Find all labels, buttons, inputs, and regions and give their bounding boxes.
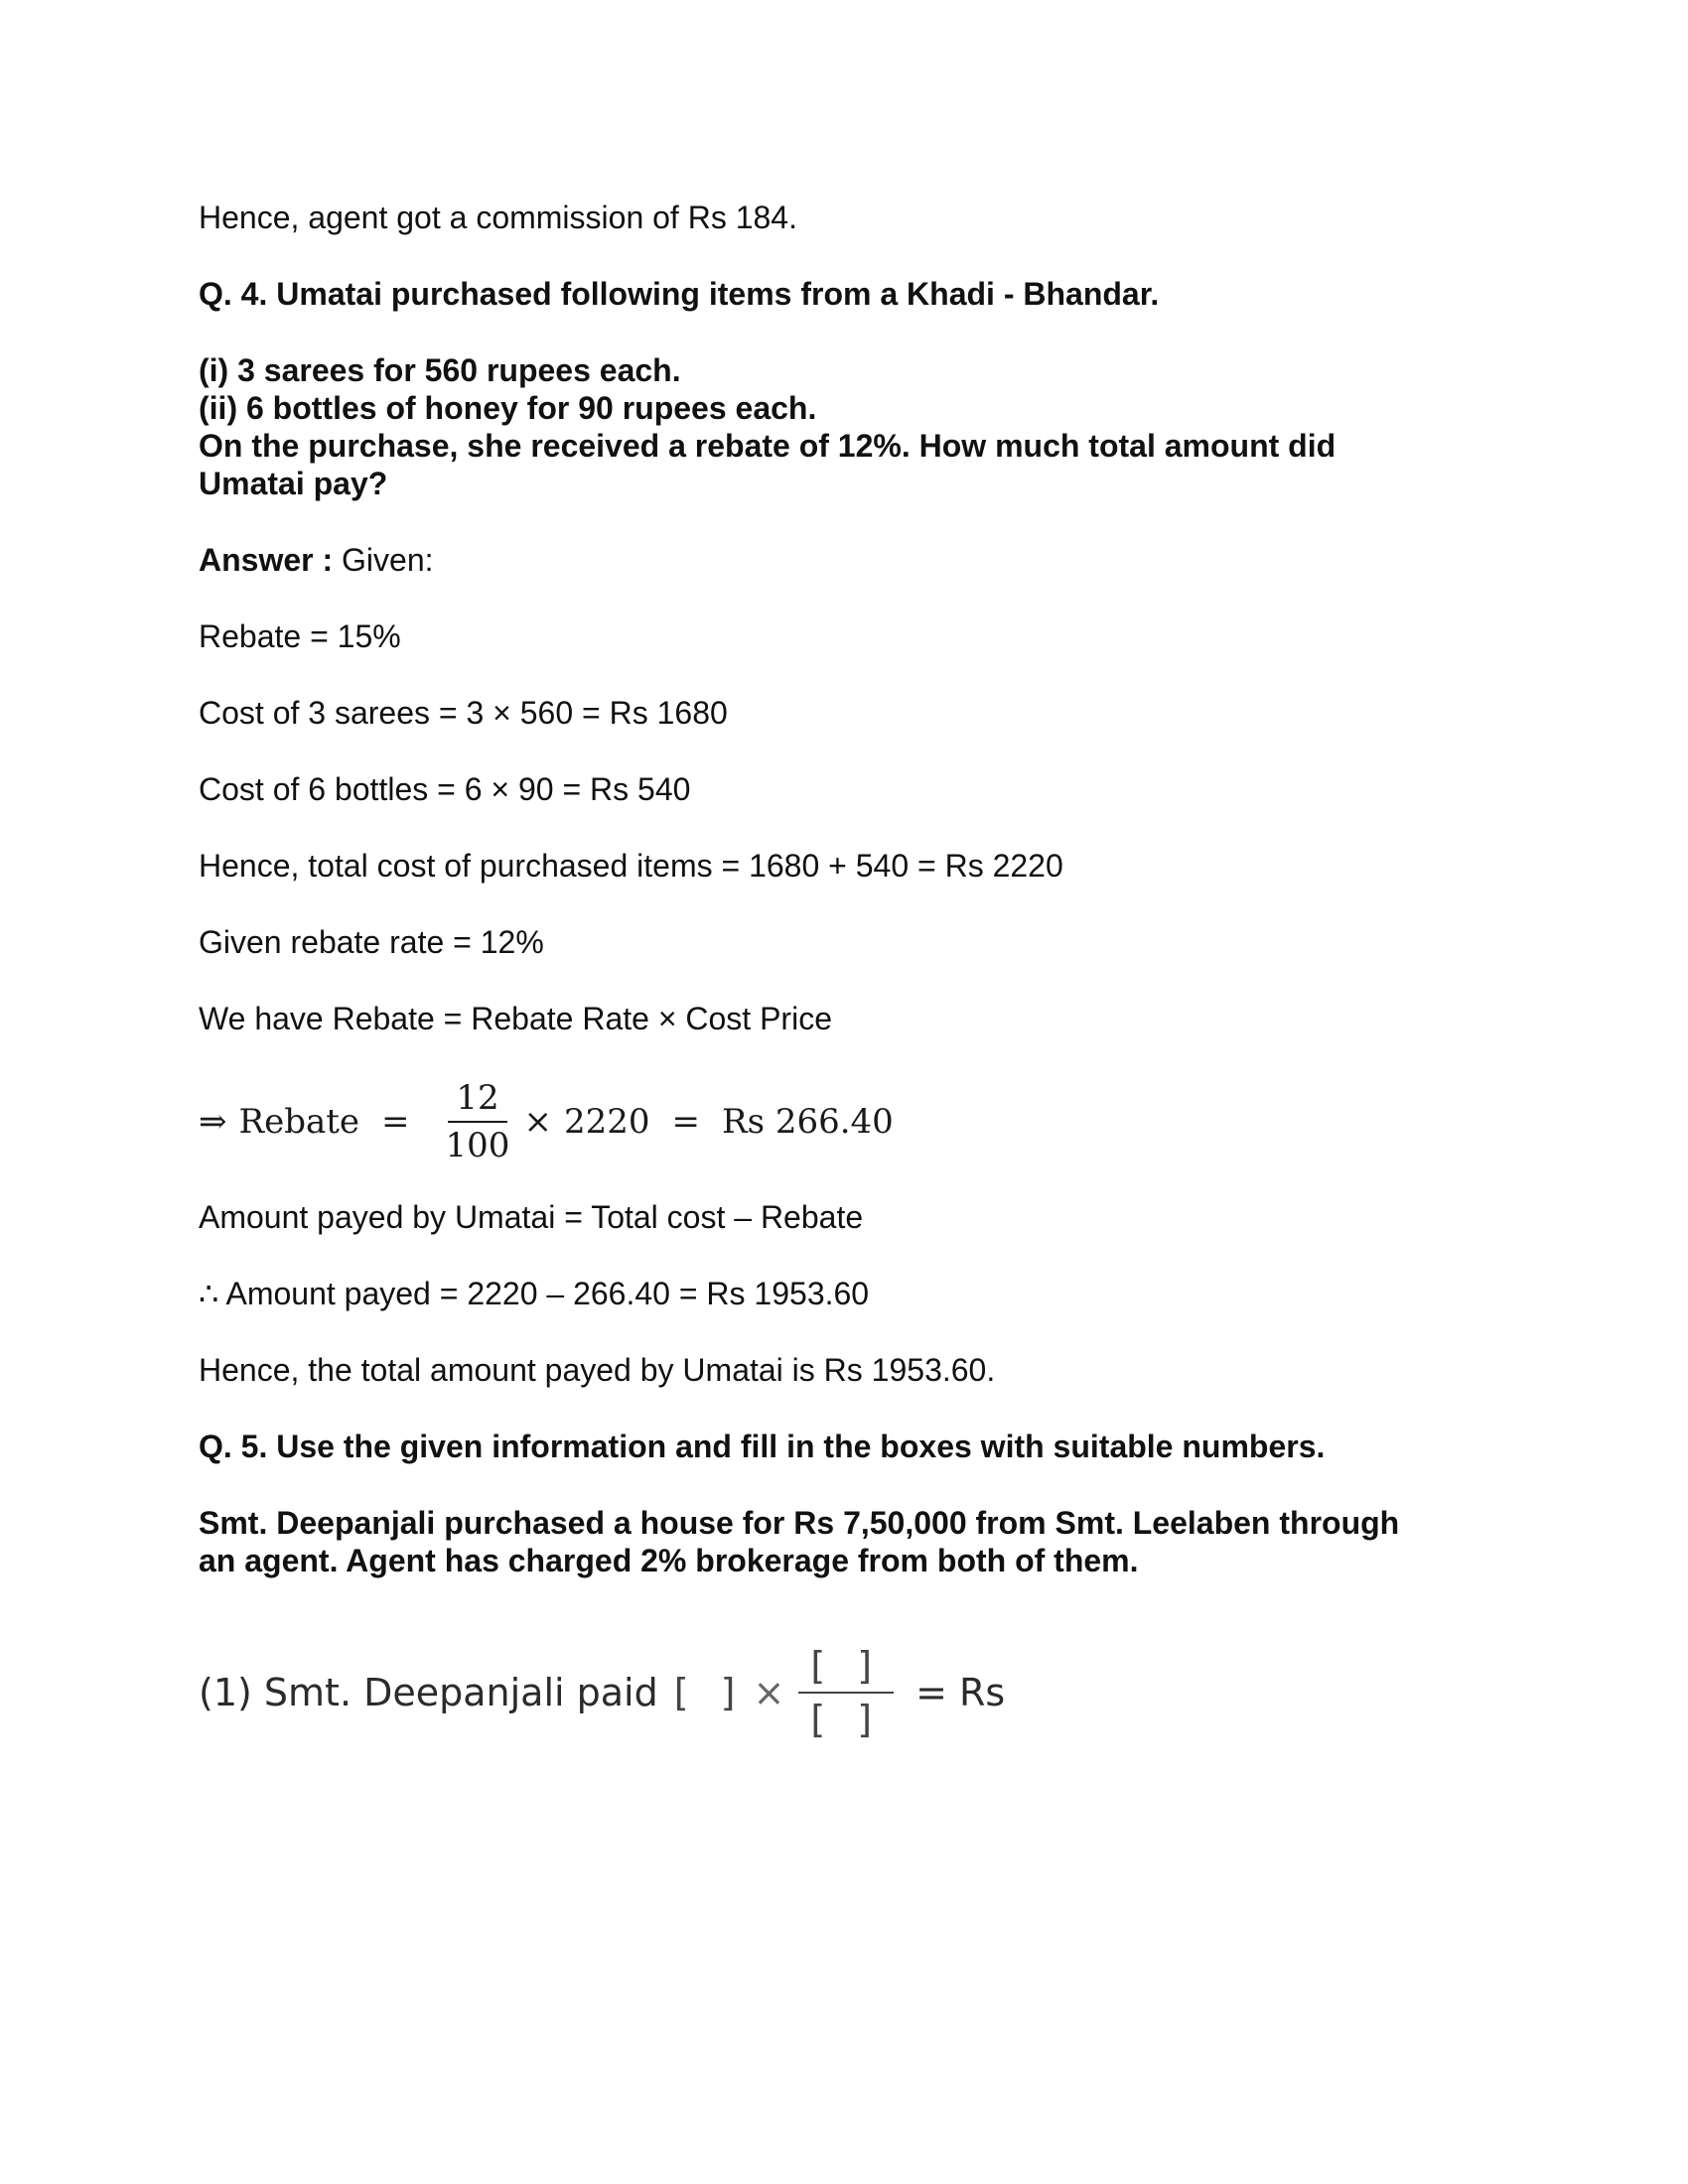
answer-given: Given: xyxy=(333,542,434,578)
implies-symbol: ⇒ xyxy=(199,1102,227,1142)
blank-box-1[interactable]: [ ] xyxy=(673,1671,746,1714)
cost-value: 2220 xyxy=(563,1102,650,1142)
question-4-title: Q. 4. Umatai purchased following items from a Khadi - Bhandar. xyxy=(199,276,1160,312)
fraction-denominator: 100 xyxy=(445,1126,510,1165)
blank-box-denominator[interactable]: [ ] xyxy=(810,1698,883,1741)
amount-payed-calc: ∴ Amount payed = 2220 – 266.40 = Rs 1953.60 xyxy=(199,1276,870,1311)
equals-sign-2: = xyxy=(671,1102,700,1142)
fill-equation-suffix: = Rs xyxy=(915,1671,1006,1714)
times-sign: × xyxy=(523,1102,552,1142)
question-5-text-line-1: Smt. Deepanjali purchased a house for Rs 7,50,000 from Smt. Leelaben through xyxy=(199,1505,1400,1541)
question-5-title: Q. 5. Use the given information and fill in the boxes with suitable numbers. xyxy=(199,1429,1326,1464)
amount-formula: Amount payed by Umatai = Total cost – Rebate xyxy=(199,1199,864,1235)
answer-intro xyxy=(199,541,434,579)
cost-of-bottles: Cost of 6 bottles = 6 × 90 = Rs 540 xyxy=(199,771,691,807)
cost-of-sarees: Cost of 3 sarees = 3 × 560 = Rs 1680 xyxy=(199,695,728,731)
rebate-result: Rs 266.40 xyxy=(721,1102,894,1142)
final-conclusion: Hence, the total amount payed by Umatai is Rs 1953.60. xyxy=(199,1352,996,1388)
commission-conclusion: Hence, agent got a commission of Rs 184. xyxy=(199,200,797,235)
rebate-rate: Given rebate rate = 12% xyxy=(199,924,544,960)
fill-in-equation xyxy=(199,1628,1005,1757)
answer-label: Answer : xyxy=(199,542,334,578)
blank-box-numerator[interactable]: [ ] xyxy=(798,1642,894,1694)
question-5-text-line-2: an agent. Agent has charged 2% brokerage from both of them. xyxy=(199,1543,1139,1578)
question-4-item-2: (ii) 6 bottles of honey for 90 rupees each. xyxy=(199,390,817,426)
rebate-fraction xyxy=(438,1077,518,1166)
question-4-item-1: (i) 3 sarees for 560 rupees each. xyxy=(199,352,681,388)
equals-sign: = xyxy=(381,1102,410,1142)
total-cost: Hence, total cost of purchased items = 1680 + 540 = Rs 2220 xyxy=(199,848,1063,884)
question-4-text-line-1: On the purchase, she received a rebate of 12%. How much total amount did xyxy=(199,428,1336,464)
rebate-formula: We have Rebate = Rebate Rate × Cost Price xyxy=(199,1001,832,1036)
rebate-equation xyxy=(199,1067,894,1176)
fraction-numerator: 12 xyxy=(448,1077,506,1123)
blank-fraction xyxy=(794,1642,898,1743)
fill-equation-prefix: (1) Smt. Deepanjali paid xyxy=(199,1671,658,1714)
times-sign: × xyxy=(753,1671,785,1714)
rebate-given: Rebate = 15% xyxy=(199,618,401,654)
rebate-equation-label: Rebate xyxy=(238,1102,360,1142)
question-4-text-line-2: Umatai pay? xyxy=(199,466,388,501)
